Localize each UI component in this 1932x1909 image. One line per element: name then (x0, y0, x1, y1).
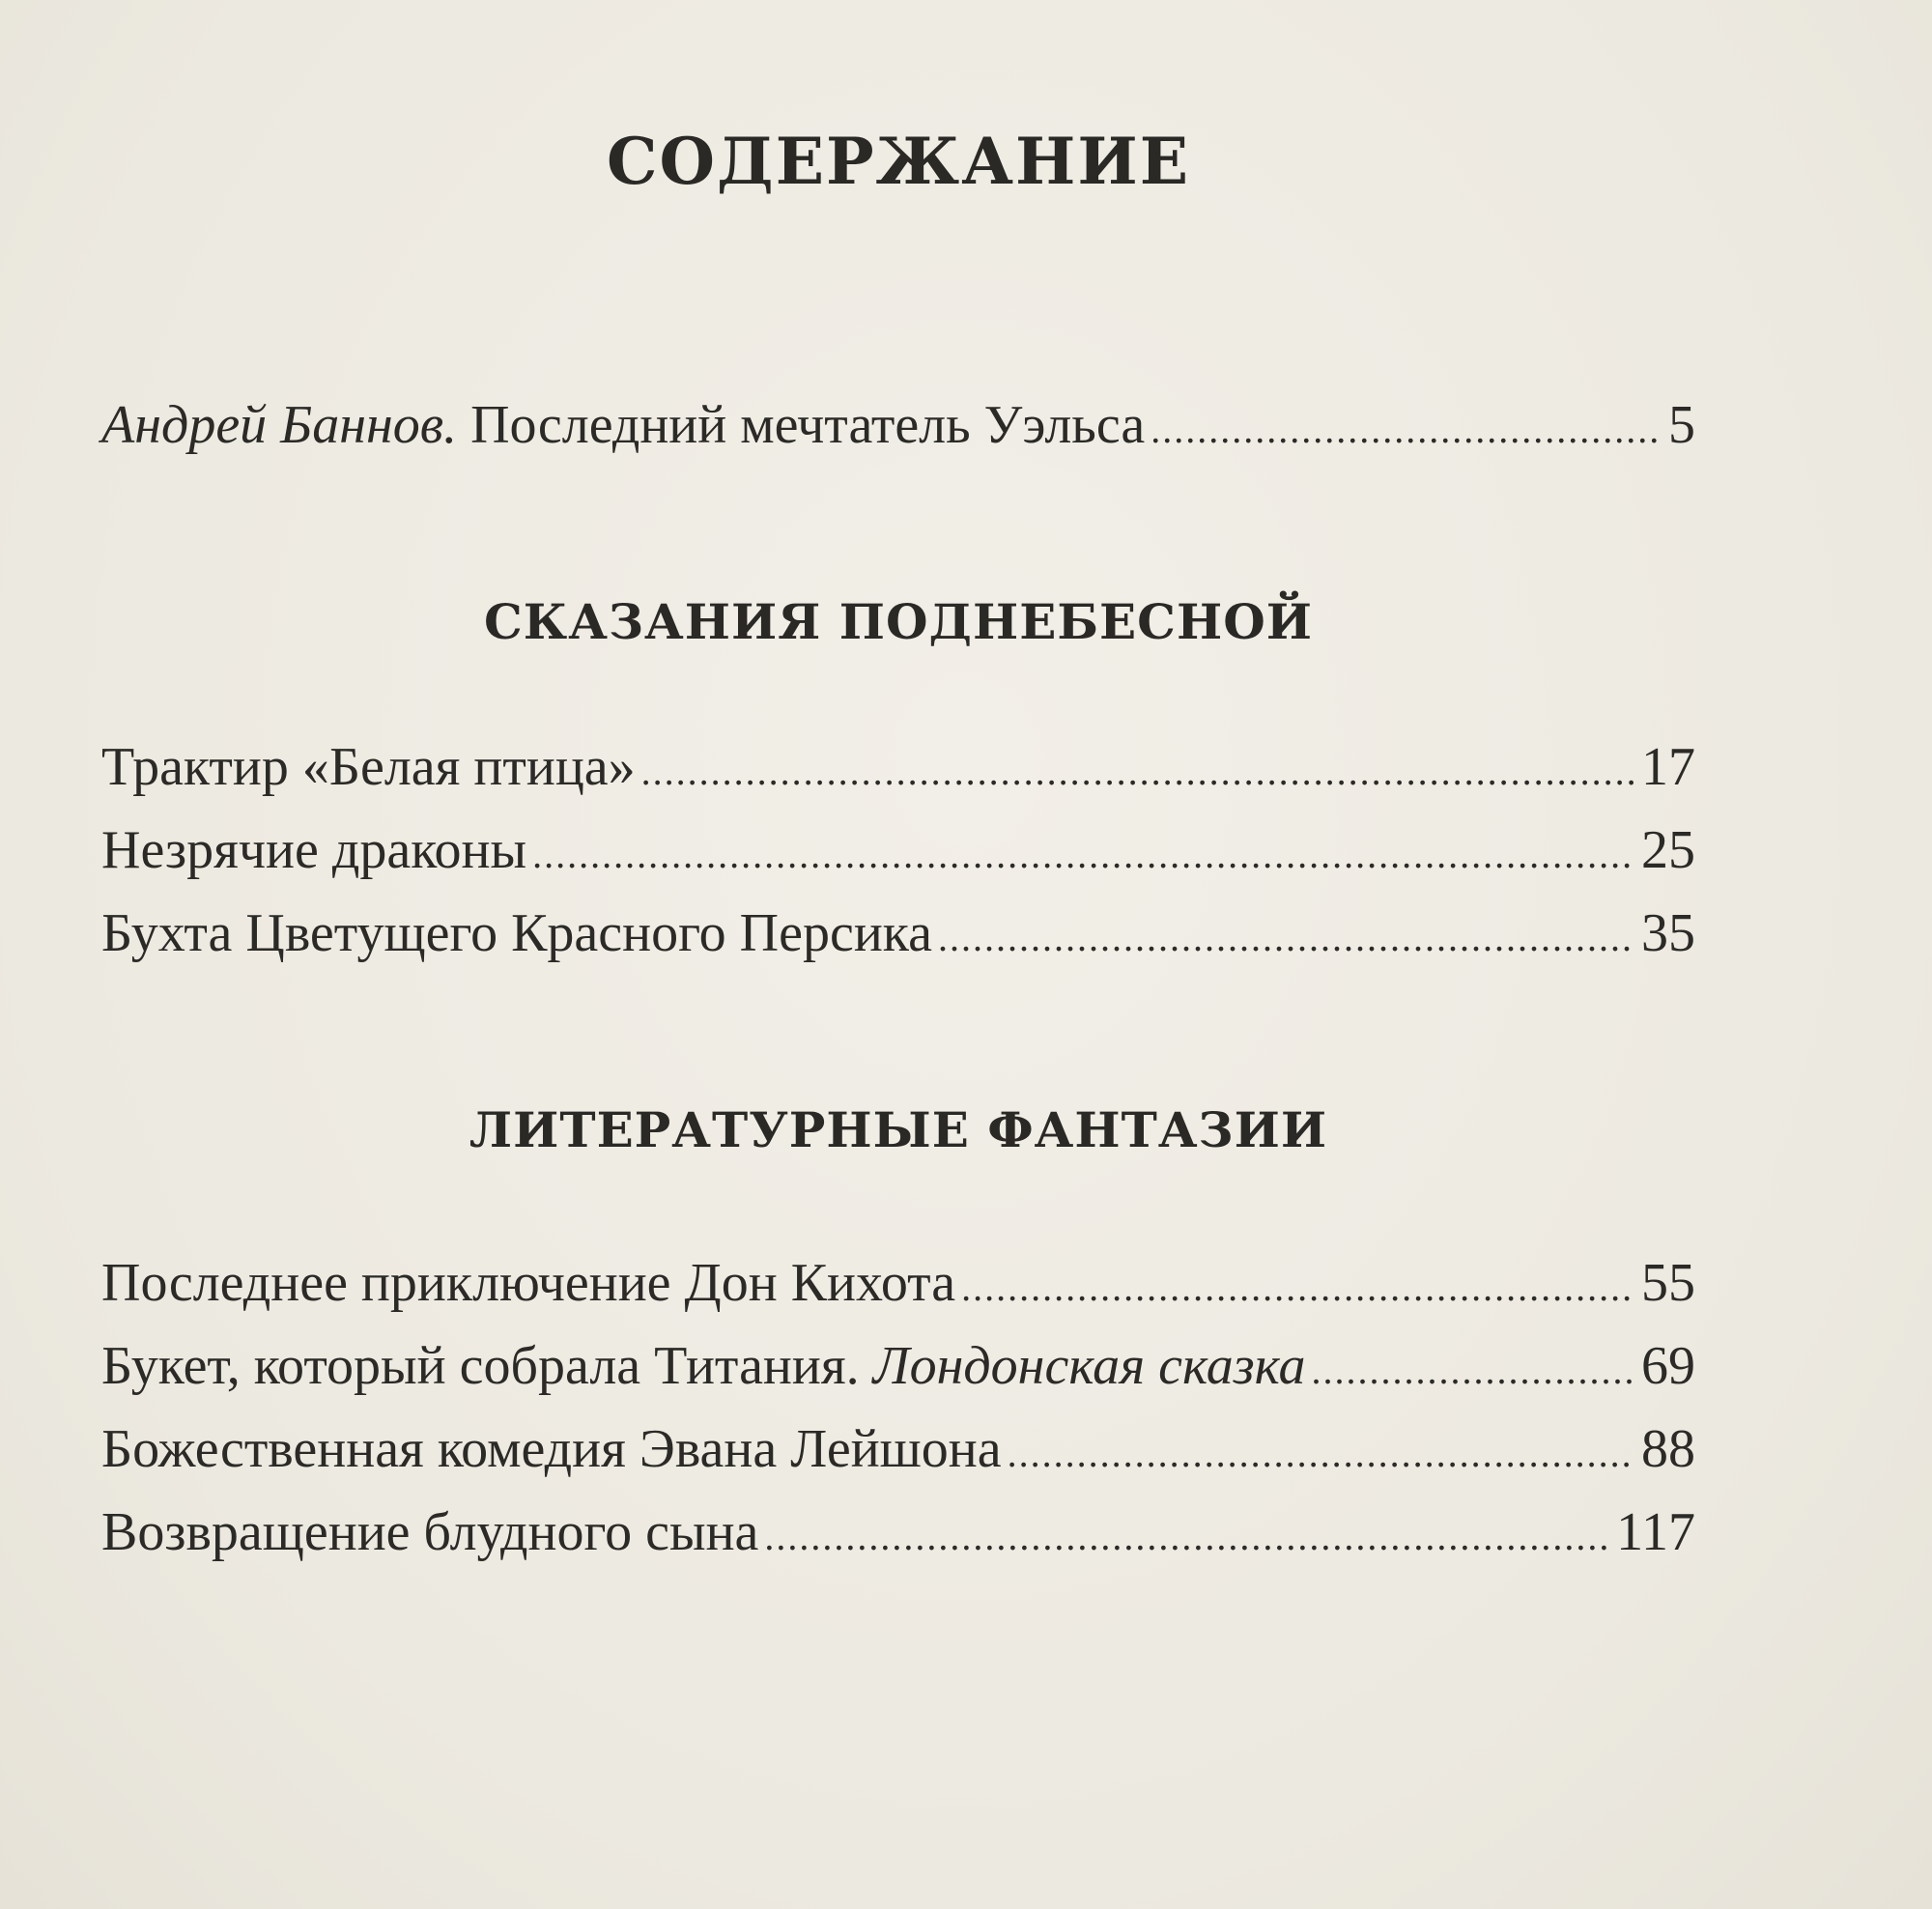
toc-entry[interactable] (101, 737, 1695, 797)
toc-entry-page: 88 (1641, 1419, 1695, 1479)
toc-entry-title: Божественная комедия Эвана Лейшона (101, 1419, 1002, 1479)
dot-leader (1151, 398, 1662, 452)
toc-entry-title: Возвращение блудного сына (101, 1502, 759, 1562)
toc-entry-page: 117 (1616, 1502, 1695, 1562)
toc-entry-title: Трактир «Белая птица» (101, 737, 636, 797)
toc-entry-preface[interactable] (101, 395, 1695, 455)
toc-entry-title: Бухта Цветущего Красного Персика (101, 903, 933, 963)
dot-leader (938, 906, 1635, 960)
dot-leader (764, 1505, 1610, 1559)
toc-entry-title: Последний мечтатель Уэльса (470, 395, 1146, 455)
page-title: СОДЕРЖАНИЕ (606, 124, 1190, 199)
toc-entry-page: 17 (1641, 737, 1695, 797)
toc-entry[interactable] (101, 1502, 1695, 1562)
toc-entry-page: 55 (1641, 1253, 1695, 1313)
dot-leader (532, 823, 1635, 877)
toc-entry-page: 25 (1641, 820, 1695, 880)
toc-entry[interactable] (101, 1419, 1695, 1479)
toc-entry[interactable] (101, 1253, 1695, 1313)
toc-entry[interactable] (101, 1336, 1695, 1396)
section-heading: ЛИТЕРАТУРНЫЕ ФАНТАЗИИ (469, 1101, 1328, 1158)
section-heading: СКАЗАНИЯ ПОДНЕБЕСНОЙ (483, 593, 1313, 650)
toc-entry-page: 69 (1641, 1336, 1695, 1396)
toc-entry-page: 35 (1641, 903, 1695, 963)
dot-leader (1008, 1422, 1635, 1476)
toc-entry-subtitle: Лондонская сказка (872, 1336, 1306, 1396)
toc-entry[interactable] (101, 820, 1695, 880)
toc-entry-title: Незрячие драконы (101, 820, 527, 880)
dot-leader (961, 1256, 1635, 1310)
toc-entry-title: Последнее приключение Дон Кихота (101, 1253, 956, 1313)
toc-entry-title: Букет, который собрала Титания. (101, 1336, 860, 1396)
dot-leader (641, 740, 1635, 794)
toc-entry-author: Андрей Баннов. (101, 395, 458, 455)
toc-entry-page: 5 (1668, 395, 1695, 455)
dot-leader (1311, 1339, 1635, 1393)
toc-entry[interactable] (101, 903, 1695, 963)
